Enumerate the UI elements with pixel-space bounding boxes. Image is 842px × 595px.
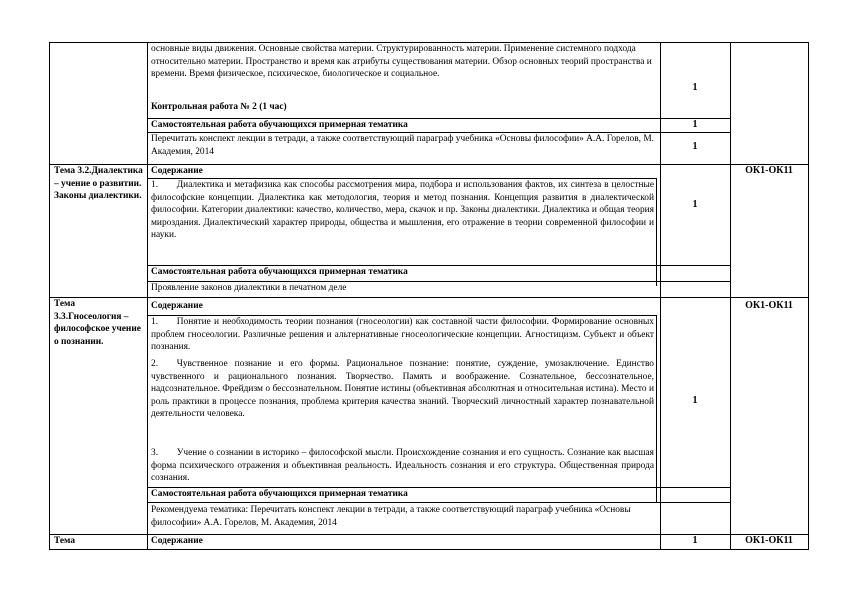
content-item: 3. Учение о сознании в историко – философской мысли. Происхождение сознания и его сущность. Сознание как высшая форма психического отражения и объективная реальность. Идеальность сознания и его структура. Общественная природа сознания. xyxy=(151,448,654,484)
topic-title: Тема 3.3.Гносеология – философское учение о познании. xyxy=(54,299,141,347)
content-label: Содержание xyxy=(151,536,203,546)
self-study-task: Рекомендуема тематика: Перечитать конспект лекции в тетради, а также соответствующий параграф учебника «Основы философии» А.А. Горелов, М. Академия, 2014 xyxy=(151,505,631,528)
self-study-hours: 1 xyxy=(692,119,698,130)
hours-value: 1 xyxy=(692,535,698,546)
competencies: ОК1-ОК11 xyxy=(745,300,793,311)
self-study-label: Самостоятельная работа обучающихся примерная тематика xyxy=(151,489,408,499)
content-label: Содержание xyxy=(151,166,203,176)
content-item: 1. Понятие и необходимость теории познания (гносеологии) как составной части философии. Формирование основных проблем гносеологии. Различные решения и альтернативные гносеологические концепции. Агностицизм. Субъект и объект познания. xyxy=(151,317,654,353)
task-hours: 1 xyxy=(692,141,698,152)
self-study-task: Перечитать конспект лекции в тетради, а также соответствующий параграф учебника «Основы философии» А.А. Горелов, М. Академия, 2014 xyxy=(151,134,655,157)
content-item: 2. Чувственное познание и его формы. Рациональное познание: понятие, суждение, умозаключение. Единство чувственного и рационального познания. Творчество. Память и воображение. Сознательное, бессознательное, надсознательное. Фрейдизм о бессознательном. Понятие истины (объективная абсолютная и относительная истина). Место и роль практики в процессе познания, проблема критерия качества знаний. Творческий личностный характер познавательной деятельности человека. xyxy=(151,359,654,420)
self-study-label: Самостоятельная работа обучающихся примерная тематика xyxy=(151,120,408,130)
hours-value: 1 xyxy=(692,82,698,93)
self-study-task: Проявление законов диалектики в печатном деле xyxy=(151,283,347,293)
competencies: ОК1-ОК11 xyxy=(745,535,793,546)
control-work-label: Контрольная работа № 2 (1 час) xyxy=(151,102,287,112)
hours-value: 1 xyxy=(692,199,698,210)
content-label: Содержание xyxy=(151,301,203,311)
content-text-continuation: основные виды движения. Основные свойства материи. Структурированность материи. Применение системного подхода относительно материи. Пространство и время как атрибуты существования материи. Обзор основных теорий пространства и времени. Время физическое, психическое, биологическое и социальное. xyxy=(151,44,652,80)
self-study-label: Самостоятельная работа обучающихся примерная тематика xyxy=(151,267,408,277)
topic-title: Тема 3.2.Диалектика – учение о развитии. Законы диалектики. xyxy=(54,166,143,202)
topic-title: Тема xyxy=(54,536,76,546)
hours-value: 1 xyxy=(692,395,698,406)
competencies: ОК1-ОК11 xyxy=(745,165,793,176)
content-item: 1. Диалектика и метафизика как способы рассмотрения мира, подбора и использования фактов, их синтеза в целостные философские концепции. Диалектика как методология, теория и метод познания. Концепция развития в диалектической философии. Категории диалектики: качество, количество, мера, скачок и пр. Законы диалектики. Диалектика и общая теория мироздания. Диалектический характер природы, общества и мышления, его отражение в теории современной философии и науки. xyxy=(151,180,654,241)
